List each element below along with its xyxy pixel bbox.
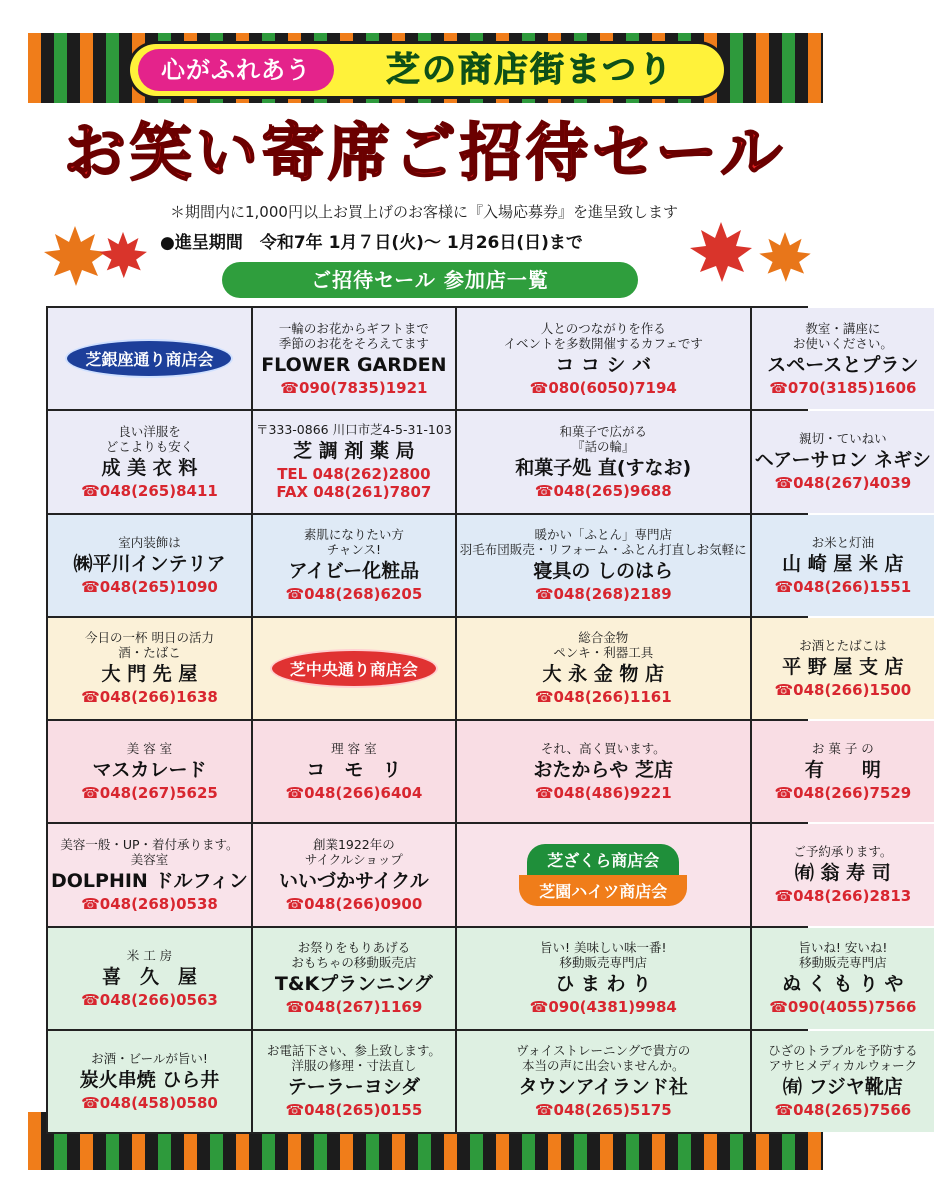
- shop-description: 本当の声に出会いませんか。: [521, 1058, 685, 1074]
- shop-phone: ☎048(265)8411: [81, 481, 218, 500]
- participating-shops-banner: ご招待セール 参加店一覧: [222, 262, 638, 298]
- shop-description: 酒・たばこ: [118, 645, 181, 661]
- shop-description: ご予約承ります。: [793, 844, 893, 860]
- shop-name: ヘアーサロン ネギシ: [754, 449, 931, 472]
- shop-description: チャンス!: [326, 542, 381, 558]
- shop-directory-grid: [46, 306, 931, 1134]
- shop-cell: [752, 411, 934, 512]
- shop-cell: [457, 928, 750, 1029]
- shop-phone: ☎048(268)2189: [534, 585, 672, 604]
- shop-cell: [48, 928, 251, 1029]
- entry-ticket-note: ＊期間内に1,000円以上お買上げのお客様に『入場応募券』を進呈致します: [170, 203, 678, 221]
- shop-name: ひ ま わ り: [555, 973, 652, 996]
- shop-description: お祭りをもりあげる: [297, 940, 411, 956]
- shop-cell: [457, 411, 750, 512]
- shop-name: 山 崎 屋 米 店: [782, 552, 904, 575]
- shop-cell: [48, 515, 251, 616]
- shop-description: 旨い! 美味しい味一番!: [539, 940, 667, 956]
- shop-cell: [457, 721, 750, 822]
- shop-cell: [752, 721, 934, 822]
- shop-description: おもちゃの移動販売店: [291, 955, 417, 971]
- shop-name: 和菓子処 直(すなお): [515, 456, 692, 479]
- shop-name: ぬ く も り や: [782, 973, 904, 996]
- shop-description: 室内装飾は: [118, 534, 181, 550]
- shop-cell: [48, 824, 251, 925]
- shop-phone: ☎048(267)1169: [285, 998, 423, 1017]
- maple-leaf-icon: [686, 218, 756, 286]
- association-name: 芝中央通り商店会: [272, 651, 436, 686]
- shop-name: スペースとプラン: [767, 353, 919, 376]
- tagline-badge: 心がふれあう: [138, 49, 334, 91]
- shop-cell: [253, 928, 455, 1029]
- shop-cell: [752, 824, 934, 925]
- shop-name: 大 永 金 物 店: [542, 663, 664, 686]
- shop-cell: [253, 411, 455, 512]
- shop-phone: ☎048(266)6404: [285, 784, 423, 803]
- event-title: 芝の商店街まつり: [386, 50, 674, 90]
- shop-name: コ モ リ: [306, 759, 402, 782]
- shop-phone: ☎048(268)6205: [285, 585, 423, 604]
- maple-leaf-icon: [96, 228, 150, 282]
- shop-phone: ☎090(4055)7566: [769, 998, 917, 1017]
- association-cell: [48, 308, 251, 409]
- shop-phone: ☎090(4381)9984: [529, 998, 677, 1017]
- shop-name: 寝具の しのはら: [533, 560, 674, 583]
- shop-name: アイビー化粧品: [288, 560, 420, 583]
- shop-phone: ☎048(267)5625: [81, 784, 218, 803]
- shop-phone: ☎048(266)1500: [774, 680, 912, 699]
- shop-cell: [253, 721, 455, 822]
- shop-description: お米と灯油: [811, 534, 875, 550]
- shop-description: ペンキ・利器工具: [553, 645, 654, 661]
- shop-phone: ☎048(486)9221: [534, 784, 672, 803]
- shop-description: お電話下さい、参上致します。: [266, 1043, 441, 1059]
- shop-description: イベントを多数開催するカフェです: [503, 335, 703, 351]
- association-cell: [457, 824, 750, 925]
- shop-description: 総合金物: [578, 630, 629, 646]
- shop-description: 〒333-0866 川口市芝4-5-31-103: [255, 422, 452, 438]
- shop-name: FLOWER GARDEN: [261, 353, 447, 376]
- shop-name: 平 野 屋 支 店: [782, 655, 904, 678]
- shop-description: 教室・講座に: [805, 320, 881, 336]
- shop-phone: FAX 048(261)7807: [276, 483, 432, 502]
- shop-description: それ、高く買います。: [540, 741, 666, 757]
- shop-description: 美 容 室: [126, 741, 173, 757]
- shop-name: 有 明: [804, 759, 881, 782]
- shop-cell: [48, 1031, 251, 1132]
- shop-name: ㈲ フジヤ靴店: [782, 1076, 903, 1099]
- shop-phone: ☎048(265)1090: [81, 577, 218, 596]
- shop-description: サイクルショップ: [304, 851, 403, 867]
- shop-name: マスカレード: [92, 759, 207, 782]
- shop-phone: ☎048(266)0900: [285, 894, 423, 913]
- shop-phone: ☎048(266)1161: [534, 688, 672, 707]
- sale-headline: お笑い寄席ご招待セール: [63, 116, 787, 189]
- shop-cell: [253, 308, 455, 409]
- shop-description: 理 容 室: [331, 741, 377, 757]
- shop-description: 旨いね! 安いね!: [798, 940, 888, 956]
- shop-name: テーラーヨシダ: [287, 1076, 420, 1099]
- shop-description: 一輪のお花からギフトまで: [278, 320, 429, 336]
- shop-cell: [253, 824, 455, 925]
- association-cell: [253, 618, 455, 719]
- shop-description: お酒・ビールが旨い!: [91, 1050, 208, 1066]
- shop-name: 喜 久 屋: [101, 965, 197, 988]
- shop-name: コ コ シ バ: [555, 353, 652, 376]
- shop-phone: ☎048(266)1638: [81, 688, 218, 707]
- shop-phone: ☎048(458)0580: [81, 1093, 218, 1112]
- campaign-period: ●進呈期間 令和7年 1月７日(火)～ 1月26日(日)まで: [160, 233, 583, 253]
- shop-cell: [48, 411, 251, 512]
- shop-cell: [752, 618, 934, 719]
- shop-name: 芝 調 剤 薬 局: [293, 440, 415, 463]
- shop-description: 良い洋服を: [118, 423, 181, 439]
- shop-description: 米 工 房: [126, 947, 173, 963]
- shop-description: 暖かい「ふとん」専門店: [534, 527, 672, 543]
- shop-phone: ☎070(3185)1606: [769, 378, 917, 397]
- shop-phone: ☎048(268)0538: [81, 894, 218, 913]
- shop-cell: [752, 515, 934, 616]
- shop-name: いいづかサイクル: [279, 869, 429, 892]
- shop-name: ㈱平川インテリア: [73, 552, 226, 575]
- shop-name: T&Kプランニング: [274, 973, 433, 996]
- shop-phone: ☎090(7835)1921: [280, 378, 428, 397]
- shop-phone: ☎080(6050)7194: [529, 378, 677, 397]
- shop-description: ヴォイストレーニングで貴方の: [516, 1043, 691, 1059]
- shop-cell: [457, 618, 750, 719]
- shop-cell: [752, 1031, 934, 1132]
- shop-description: どこよりも安く: [105, 438, 194, 454]
- shop-description: アサヒメディカルウォーク: [768, 1058, 918, 1074]
- shop-phone: ☎048(266)1551: [774, 577, 912, 596]
- shop-description: 人とのつながりを作る: [540, 320, 666, 336]
- shop-phone: ☎048(265)0155: [285, 1101, 423, 1120]
- shop-cell: [253, 1031, 455, 1132]
- shop-description: 羽毛布団販売・リフォーム・ふとん打直しお気軽に: [459, 542, 747, 558]
- shop-cell: [752, 308, 934, 409]
- shop-description: 和菓子で広がる: [559, 423, 647, 439]
- shop-name: 炭火串焼 ひら井: [79, 1068, 220, 1091]
- shop-name: ㈲ 翁 寿 司: [794, 862, 891, 885]
- shop-description: 親切・ていねい: [799, 431, 887, 447]
- shop-name: DOLPHIN ドルフィン: [51, 869, 248, 892]
- association-name: 芝ざくら商店会: [527, 844, 679, 875]
- shop-name: 成 美 衣 料: [101, 456, 198, 479]
- shop-cell: [457, 515, 750, 616]
- shop-description: 今日の一杯 明日の活力: [84, 630, 214, 646]
- shop-cell: [48, 721, 251, 822]
- shop-phone: ☎048(265)9688: [534, 481, 672, 500]
- shop-cell: [253, 515, 455, 616]
- shop-description: 洋服の修理・寸法直し: [291, 1058, 417, 1074]
- shop-description: ひざのトラブルを予防する: [768, 1043, 918, 1059]
- association-name: 芝銀座通り商店会: [67, 341, 231, 376]
- shop-description: 美容室: [130, 851, 169, 867]
- shop-cell: [48, 618, 251, 719]
- shop-phone: ☎048(265)5175: [534, 1101, 672, 1120]
- shop-cell: [457, 308, 750, 409]
- shop-phone: ☎048(265)7566: [774, 1101, 912, 1120]
- shop-phone: ☎048(267)4039: [774, 474, 912, 493]
- shop-description: 素肌になりたい方: [303, 527, 404, 543]
- maple-leaf-icon: [756, 228, 814, 286]
- shop-name: タウンアイランド社: [518, 1076, 688, 1099]
- shop-name: おたからや 芝店: [533, 759, 674, 782]
- shop-description: 美容一般・UP・着付承ります。: [60, 836, 239, 852]
- shop-description: 創業1922年の: [312, 836, 395, 852]
- shop-phone: ☎048(266)0563: [81, 990, 218, 1009]
- shop-phone: ☎048(266)2813: [774, 887, 912, 906]
- shop-description: 季節のお花をそろえてます: [278, 335, 429, 351]
- shop-description: お 菓 子 の: [811, 741, 874, 757]
- shop-phone: TEL 048(262)2800: [277, 465, 431, 484]
- shop-cell: [457, 1031, 750, 1132]
- association-name: 芝園ハイツ商店会: [519, 875, 687, 906]
- shop-description: お使いください。: [792, 335, 893, 351]
- shop-description: 移動販売専門店: [559, 955, 647, 971]
- shop-description: お酒とたばこは: [799, 637, 887, 653]
- shop-phone: ☎048(266)7529: [774, 784, 912, 803]
- shop-description: 『話の輪』: [571, 438, 635, 454]
- shop-description: 移動販売専門店: [799, 955, 887, 971]
- shop-name: 大 門 先 屋: [101, 663, 198, 686]
- shop-cell: [752, 928, 934, 1029]
